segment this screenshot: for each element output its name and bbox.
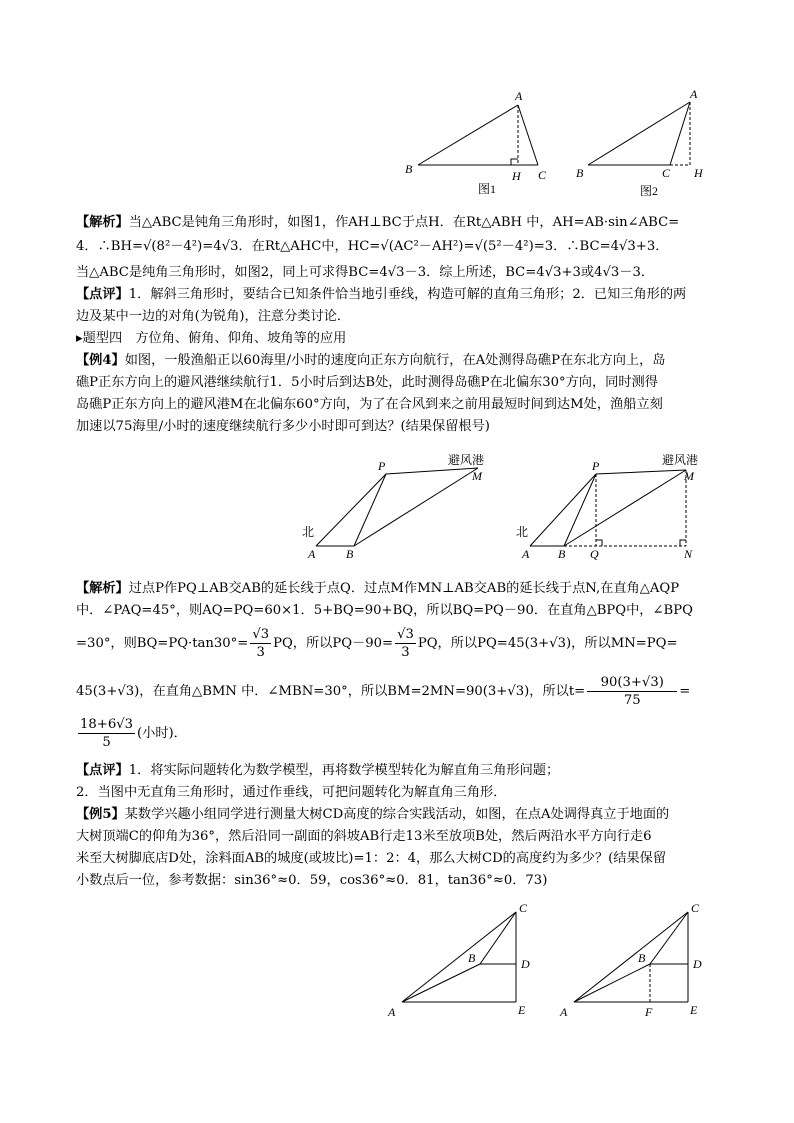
label-D: D — [693, 957, 702, 971]
label-Q: Q — [590, 547, 599, 561]
label-B: B — [346, 547, 354, 561]
line-21: 小数点后一位，参考数据：sin36°≈0．59，cos36°≈0．81，tan36°≈0．73) — [76, 873, 548, 888]
line-1: 【解析】当△ABC是钝角三角形时，如图1，作AH⊥BC于点H．在Rt△ABH 中，AH=AB·sin∠ABC= — [76, 215, 680, 230]
label-D: D — [521, 957, 530, 971]
line-8: 礁P正东方向上的避风港继续航行1．5小时后到达B处，此时测得岛礁P在北偏东30°方向，同时测得 — [76, 375, 658, 390]
figure-1 — [400, 85, 560, 200]
label-gang: 避风港 — [448, 453, 485, 467]
line-19: 大树顶端C的仰角为36°，然后沿同一副面的斜坡AB行走13米至放项B处，然后两沿水平方向行走6 — [76, 829, 652, 844]
label-F: F — [645, 1005, 653, 1019]
line-17: 2．当图中无直角三角形时，通过作垂线，可把问题转化为解直角三角形． — [76, 785, 507, 800]
line-4: 【点评】1．解斜三角形时，要结合已知条件恰当地引垂线，构造可解的直角三角形；2．已知三角形的两 — [76, 287, 687, 302]
label-bei: 北 — [302, 525, 315, 539]
label-H: H — [512, 169, 521, 183]
label-C: C — [662, 166, 671, 180]
label-B: B — [576, 166, 584, 180]
label-B: B — [638, 951, 646, 965]
label-gang: 避风港 — [662, 453, 699, 467]
label-P: P — [592, 459, 600, 473]
figure-6 — [552, 898, 712, 1023]
figure-3 — [300, 450, 500, 565]
section-heading: ▸题型四 方位角、俯角、仰角、坡角等的应用 — [76, 331, 347, 346]
line-5: 边及某中一边的对角(为锐角)，注意分类讨论． — [76, 309, 351, 324]
figure-2 — [570, 85, 730, 200]
label-E: E — [690, 1003, 698, 1017]
line-10: 加速以75海里/小时的速度继续航行多少小时即可到达？(结果保留根号) — [76, 419, 490, 434]
label-B: B — [558, 547, 566, 561]
figure-5 — [380, 898, 540, 1023]
label-C: C — [538, 168, 547, 182]
line-11: 【解析】过点P作PQ⊥AB交AB的延长线于点Q．过点M作MN⊥AB交AB的延长线于点N,在直角△AQP — [76, 581, 680, 596]
line-18: 【例5】某数学兴趣小组同学进行测量大树CD高度的综合实践活动，如图，在点A处调得真立于地面的 — [76, 807, 670, 822]
label-H: H — [694, 166, 703, 180]
line-3: 当△ABC是纯角三角形时，如图2，同上可求得BC=4√3－3．综上所述，BC=4√3+3或4√3－3． — [76, 265, 655, 280]
caption-fig1: 图1 — [478, 182, 497, 196]
label-A: A — [522, 547, 530, 561]
label-B: B — [468, 951, 476, 965]
label-C: C — [691, 901, 700, 915]
label-M: M — [684, 469, 694, 483]
line-20: 米至大树脚底店D处，涂料面AB的城度(或坡比)=1：2：4，那么大树CD的高度约为多少？(结果保留 — [76, 851, 667, 866]
label-N: N — [684, 547, 693, 561]
line-7: 【例4】如图，一般渔船正以60海里/小时的速度向正东方向航行，在A处测得岛礁P在东北方向上，岛 — [76, 353, 666, 368]
label-M: M — [472, 469, 482, 483]
label-P: P — [378, 459, 386, 473]
label-A: A — [690, 87, 698, 101]
label-C: C — [519, 901, 528, 915]
line-12: 中．∠PAQ=45°，则AQ=PQ=60×1．5+BQ=90+BQ，所以BQ=PQ－90．在直角△BPQ中，∠BPQ — [76, 603, 693, 618]
line-15: $\frac{18+6√3}{5}$ (小时)． — [80, 717, 187, 750]
figure-4 — [514, 450, 724, 565]
label-A: A — [388, 1005, 396, 1019]
label-A: A — [308, 547, 316, 561]
label-B: B — [405, 162, 413, 176]
label-A: A — [560, 1005, 568, 1019]
caption-fig2: 图2 — [640, 184, 659, 198]
label-bei: 北 — [516, 525, 529, 539]
label-A: A — [515, 89, 523, 103]
line-9: 岛礁P正东方向上的避风港M在北偏东60°方向，为了在合风到来之前用最短时间到达M处，渔船立刻 — [76, 397, 663, 412]
line-16: 【点评】1．将实际问题转化为数学模型，再将数学模型转化为解直角三角形问题； — [76, 763, 560, 778]
line-2: 4．∴BH=√(8²－4²)=4√3．在Rt△AHC中，HC=√(AC²－AH²)=√(5²－4²)=3．∴BC=4√3+3． — [76, 239, 669, 254]
line-14: 45(3+√3)，在直角△BMN 中．∠MBN=30°，所以BM=2MN=90(3+√3)，所以t= $\frac{90(3+√3)}{75}$ = — [76, 675, 691, 708]
line-13: =30°，则BQ=PQ·tan30°= $\frac{√3}{3}$ PQ，所以PQ－90= $\frac{√3}{3}$ PQ，所以PQ=45(3+√3)，所以MN=PQ= — [76, 627, 678, 660]
label-E: E — [518, 1003, 526, 1017]
